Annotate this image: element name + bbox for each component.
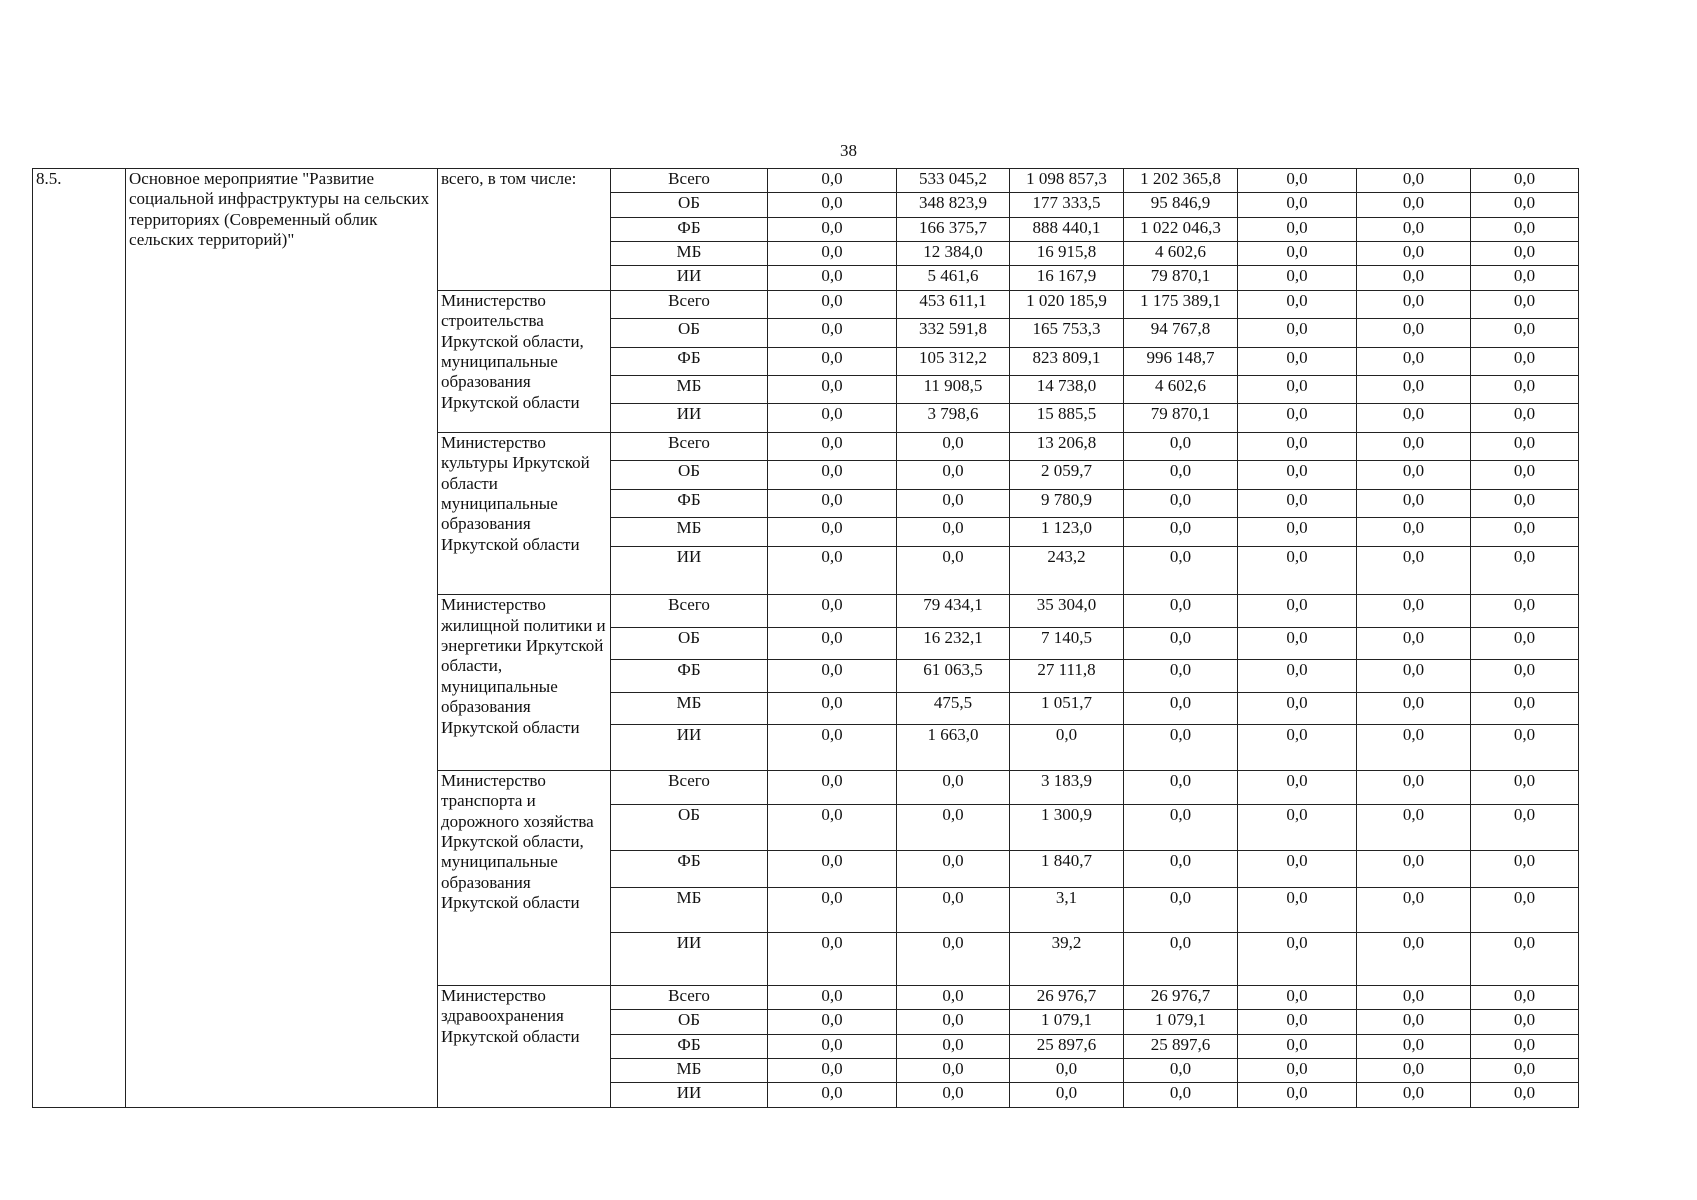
- value-cell: 0,0: [1124, 489, 1238, 517]
- value-cell: 0,0: [1357, 1083, 1471, 1108]
- budget-table: [32, 168, 1579, 1108]
- value-cell: 0,0: [1471, 169, 1579, 193]
- value-cell: 0,0: [768, 1059, 897, 1083]
- value-cell: 0,0: [1238, 546, 1357, 595]
- value-cell: 0,0: [1238, 266, 1357, 290]
- value-cell: 79 870,1: [1124, 266, 1238, 290]
- value-cell: 0,0: [1357, 627, 1471, 659]
- value-cell: 0,0: [897, 933, 1010, 986]
- value-cell: 0,0: [1471, 595, 1579, 627]
- funding-source-cell: ФБ: [611, 660, 768, 692]
- value-cell: 0,0: [1357, 461, 1471, 489]
- value-cell: 0,0: [768, 851, 897, 888]
- value-cell: 95 846,9: [1124, 193, 1238, 217]
- value-cell: 0,0: [1238, 1059, 1357, 1083]
- value-cell: 0,0: [1471, 986, 1579, 1010]
- table-row: [33, 169, 1579, 193]
- value-cell: 0,0: [1357, 376, 1471, 404]
- value-cell: 0,0: [1124, 1083, 1238, 1108]
- value-cell: 0,0: [1357, 242, 1471, 266]
- page-number: 38: [840, 141, 857, 160]
- value-cell: 105 312,2: [897, 347, 1010, 375]
- value-cell: 0,0: [1238, 518, 1357, 546]
- value-cell: 0,0: [768, 347, 897, 375]
- value-cell: 7 140,5: [1010, 627, 1124, 659]
- value-cell: 0,0: [1471, 887, 1579, 933]
- value-cell: 0,0: [768, 432, 897, 460]
- funding-source-cell: ИИ: [611, 266, 768, 290]
- executor-cell: всего, в том числе:: [438, 169, 611, 291]
- value-cell: 0,0: [1238, 376, 1357, 404]
- value-cell: 0,0: [768, 770, 897, 805]
- value-cell: 1 022 046,3: [1124, 217, 1238, 241]
- value-cell: 0,0: [768, 169, 897, 193]
- value-cell: 25 897,6: [1010, 1034, 1124, 1058]
- funding-source-cell: ОБ: [611, 1010, 768, 1034]
- executor-cell: Министерство культуры Иркутской области муниципальные образования Иркутской области: [438, 432, 611, 594]
- value-cell: 0,0: [1471, 805, 1579, 851]
- value-cell: 0,0: [1124, 933, 1238, 986]
- value-cell: 0,0: [1238, 627, 1357, 659]
- value-cell: 16 232,1: [897, 627, 1010, 659]
- funding-source-cell: Всего: [611, 986, 768, 1010]
- value-cell: 348 823,9: [897, 193, 1010, 217]
- value-cell: 0,0: [897, 1059, 1010, 1083]
- value-cell: 0,0: [1471, 376, 1579, 404]
- value-cell: 3 798,6: [897, 404, 1010, 432]
- value-cell: 0,0: [1471, 770, 1579, 805]
- value-cell: 0,0: [1471, 217, 1579, 241]
- value-cell: 0,0: [1357, 489, 1471, 517]
- value-cell: 0,0: [1471, 660, 1579, 692]
- funding-source-cell: ОБ: [611, 461, 768, 489]
- value-cell: 0,0: [897, 1083, 1010, 1108]
- value-cell: 4 602,6: [1124, 376, 1238, 404]
- value-cell: 0,0: [768, 217, 897, 241]
- value-cell: 0,0: [1471, 933, 1579, 986]
- value-cell: 0,0: [1357, 432, 1471, 460]
- value-cell: 0,0: [897, 851, 1010, 888]
- funding-source-cell: Всего: [611, 770, 768, 805]
- value-cell: 0,0: [1357, 770, 1471, 805]
- funding-source-cell: ФБ: [611, 217, 768, 241]
- value-cell: 0,0: [1471, 1034, 1579, 1058]
- value-cell: 0,0: [768, 518, 897, 546]
- value-cell: 9 780,9: [1010, 489, 1124, 517]
- value-cell: 0,0: [768, 546, 897, 595]
- value-cell: 0,0: [1357, 660, 1471, 692]
- value-cell: 0,0: [1238, 242, 1357, 266]
- value-cell: 0,0: [768, 692, 897, 724]
- value-cell: 1 051,7: [1010, 692, 1124, 724]
- funding-source-cell: ФБ: [611, 489, 768, 517]
- value-cell: 0,0: [1124, 692, 1238, 724]
- value-cell: 166 375,7: [897, 217, 1010, 241]
- table-body: [33, 169, 1579, 1108]
- value-cell: 0,0: [1357, 347, 1471, 375]
- value-cell: 1 202 365,8: [1124, 169, 1238, 193]
- value-cell: 0,0: [1471, 1083, 1579, 1108]
- row-code: 8.5.: [33, 169, 126, 1108]
- value-cell: 14 738,0: [1010, 376, 1124, 404]
- value-cell: 165 753,3: [1010, 319, 1124, 347]
- value-cell: 0,0: [1471, 347, 1579, 375]
- value-cell: 25 897,6: [1124, 1034, 1238, 1058]
- value-cell: 0,0: [768, 319, 897, 347]
- funding-source-cell: МБ: [611, 518, 768, 546]
- funding-source-cell: ФБ: [611, 851, 768, 888]
- value-cell: 79 870,1: [1124, 404, 1238, 432]
- value-cell: 0,0: [768, 627, 897, 659]
- funding-source-cell: ИИ: [611, 546, 768, 595]
- value-cell: 0,0: [1238, 986, 1357, 1010]
- value-cell: 0,0: [1357, 290, 1471, 318]
- funding-source-cell: МБ: [611, 887, 768, 933]
- value-cell: 0,0: [1238, 1034, 1357, 1058]
- value-cell: 0,0: [1357, 805, 1471, 851]
- value-cell: 0,0: [897, 986, 1010, 1010]
- value-cell: 0,0: [1124, 518, 1238, 546]
- value-cell: 0,0: [1238, 347, 1357, 375]
- value-cell: 0,0: [1124, 805, 1238, 851]
- value-cell: 0,0: [1357, 1034, 1471, 1058]
- value-cell: 0,0: [1357, 986, 1471, 1010]
- funding-source-cell: ФБ: [611, 1034, 768, 1058]
- value-cell: 0,0: [1124, 546, 1238, 595]
- value-cell: 11 908,5: [897, 376, 1010, 404]
- value-cell: 0,0: [1238, 770, 1357, 805]
- value-cell: 0,0: [768, 290, 897, 318]
- value-cell: 0,0: [1357, 933, 1471, 986]
- value-cell: 0,0: [1471, 489, 1579, 517]
- value-cell: 0,0: [1124, 461, 1238, 489]
- value-cell: 996 148,7: [1124, 347, 1238, 375]
- value-cell: 0,0: [897, 518, 1010, 546]
- value-cell: 0,0: [1357, 404, 1471, 432]
- value-cell: 61 063,5: [897, 660, 1010, 692]
- funding-source-cell: Всего: [611, 595, 768, 627]
- value-cell: 0,0: [1124, 432, 1238, 460]
- funding-source-cell: ИИ: [611, 404, 768, 432]
- value-cell: 0,0: [1471, 725, 1579, 771]
- value-cell: 0,0: [897, 805, 1010, 851]
- value-cell: 0,0: [768, 725, 897, 771]
- value-cell: 0,0: [1238, 933, 1357, 986]
- value-cell: 0,0: [1357, 546, 1471, 595]
- funding-source-cell: ОБ: [611, 319, 768, 347]
- value-cell: 0,0: [1357, 887, 1471, 933]
- value-cell: 0,0: [897, 546, 1010, 595]
- value-cell: 27 111,8: [1010, 660, 1124, 692]
- value-cell: 0,0: [768, 1010, 897, 1034]
- value-cell: 0,0: [1357, 1010, 1471, 1034]
- value-cell: 0,0: [1238, 1010, 1357, 1034]
- value-cell: 0,0: [768, 461, 897, 489]
- value-cell: 0,0: [897, 432, 1010, 460]
- value-cell: 0,0: [1238, 887, 1357, 933]
- executor-cell: Министерство строительства Иркутской области, муниципальные образования Иркутской области: [438, 290, 611, 432]
- value-cell: 0,0: [1238, 851, 1357, 888]
- value-cell: 0,0: [768, 266, 897, 290]
- value-cell: 0,0: [1471, 518, 1579, 546]
- value-cell: 0,0: [897, 489, 1010, 517]
- value-cell: 0,0: [1238, 217, 1357, 241]
- value-cell: 0,0: [1238, 692, 1357, 724]
- funding-source-cell: Всего: [611, 169, 768, 193]
- executor-cell: Министерство жилищной политики и энергетики Иркутской области, муниципальные образования Иркутской области: [438, 595, 611, 771]
- value-cell: 0,0: [768, 805, 897, 851]
- value-cell: 13 206,8: [1010, 432, 1124, 460]
- value-cell: 0,0: [1238, 660, 1357, 692]
- value-cell: 0,0: [768, 595, 897, 627]
- funding-source-cell: МБ: [611, 376, 768, 404]
- value-cell: 533 045,2: [897, 169, 1010, 193]
- value-cell: 0,0: [1010, 725, 1124, 771]
- value-cell: 0,0: [1471, 851, 1579, 888]
- value-cell: 0,0: [1471, 1059, 1579, 1083]
- value-cell: 243,2: [1010, 546, 1124, 595]
- value-cell: 5 461,6: [897, 266, 1010, 290]
- value-cell: 0,0: [768, 933, 897, 986]
- value-cell: 15 885,5: [1010, 404, 1124, 432]
- value-cell: 0,0: [768, 1083, 897, 1108]
- value-cell: 0,0: [768, 986, 897, 1010]
- funding-source-cell: ОБ: [611, 193, 768, 217]
- value-cell: 0,0: [897, 1010, 1010, 1034]
- executor-cell: Министерство транспорта и дорожного хозяйства Иркутской области, муниципальные образования Иркутской области: [438, 770, 611, 985]
- value-cell: 0,0: [1010, 1059, 1124, 1083]
- value-cell: 0,0: [1238, 290, 1357, 318]
- value-cell: 0,0: [1238, 319, 1357, 347]
- value-cell: 35 304,0: [1010, 595, 1124, 627]
- funding-source-cell: МБ: [611, 1059, 768, 1083]
- funding-source-cell: Всего: [611, 432, 768, 460]
- value-cell: 0,0: [1238, 193, 1357, 217]
- value-cell: 0,0: [1471, 692, 1579, 724]
- value-cell: 453 611,1: [897, 290, 1010, 318]
- value-cell: 0,0: [1238, 461, 1357, 489]
- value-cell: 1 840,7: [1010, 851, 1124, 888]
- value-cell: 0,0: [1238, 489, 1357, 517]
- funding-source-cell: ИИ: [611, 725, 768, 771]
- value-cell: 0,0: [1124, 851, 1238, 888]
- value-cell: 26 976,7: [1124, 986, 1238, 1010]
- value-cell: 1 663,0: [897, 725, 1010, 771]
- value-cell: 0,0: [897, 770, 1010, 805]
- value-cell: 0,0: [1124, 770, 1238, 805]
- funding-source-cell: МБ: [611, 242, 768, 266]
- value-cell: 16 915,8: [1010, 242, 1124, 266]
- value-cell: 0,0: [1357, 319, 1471, 347]
- value-cell: 0,0: [768, 404, 897, 432]
- value-cell: 0,0: [1471, 461, 1579, 489]
- value-cell: 823 809,1: [1010, 347, 1124, 375]
- value-cell: 0,0: [1357, 851, 1471, 888]
- funding-source-cell: ФБ: [611, 347, 768, 375]
- value-cell: 0,0: [1238, 595, 1357, 627]
- funding-source-cell: ИИ: [611, 1083, 768, 1108]
- funding-source-cell: ОБ: [611, 627, 768, 659]
- value-cell: 0,0: [1471, 404, 1579, 432]
- value-cell: 1 098 857,3: [1010, 169, 1124, 193]
- value-cell: 1 175 389,1: [1124, 290, 1238, 318]
- funding-source-cell: Всего: [611, 290, 768, 318]
- value-cell: 3 183,9: [1010, 770, 1124, 805]
- value-cell: 0,0: [1238, 805, 1357, 851]
- value-cell: 0,0: [1357, 169, 1471, 193]
- value-cell: 0,0: [1471, 627, 1579, 659]
- funding-source-cell: МБ: [611, 692, 768, 724]
- value-cell: 0,0: [1124, 627, 1238, 659]
- value-cell: 0,0: [768, 242, 897, 266]
- value-cell: 332 591,8: [897, 319, 1010, 347]
- value-cell: 0,0: [1471, 266, 1579, 290]
- value-cell: 0,0: [1471, 432, 1579, 460]
- value-cell: 0,0: [768, 660, 897, 692]
- value-cell: 4 602,6: [1124, 242, 1238, 266]
- value-cell: 16 167,9: [1010, 266, 1124, 290]
- value-cell: 2 059,7: [1010, 461, 1124, 489]
- value-cell: 0,0: [1471, 1010, 1579, 1034]
- value-cell: 0,0: [1357, 266, 1471, 290]
- value-cell: 0,0: [1357, 1059, 1471, 1083]
- value-cell: 0,0: [1471, 242, 1579, 266]
- event-title: Основное мероприятие "Развитие социальной инфраструктуры на сельских территориях (Современный облик сельских территорий)": [126, 169, 438, 1108]
- value-cell: 0,0: [1357, 193, 1471, 217]
- value-cell: 0,0: [1010, 1083, 1124, 1108]
- value-cell: 0,0: [1357, 595, 1471, 627]
- value-cell: 0,0: [1124, 725, 1238, 771]
- value-cell: 0,0: [768, 1034, 897, 1058]
- funding-source-cell: ИИ: [611, 933, 768, 986]
- value-cell: 79 434,1: [897, 595, 1010, 627]
- value-cell: 0,0: [1238, 169, 1357, 193]
- value-cell: 177 333,5: [1010, 193, 1124, 217]
- value-cell: 39,2: [1010, 933, 1124, 986]
- value-cell: 0,0: [1471, 546, 1579, 595]
- value-cell: 0,0: [768, 193, 897, 217]
- executor-cell: Министерство здравоохранения Иркутской области: [438, 986, 611, 1108]
- value-cell: 0,0: [1357, 692, 1471, 724]
- value-cell: 0,0: [1357, 725, 1471, 771]
- value-cell: 0,0: [1238, 404, 1357, 432]
- value-cell: 0,0: [768, 489, 897, 517]
- value-cell: 1 123,0: [1010, 518, 1124, 546]
- value-cell: 3,1: [1010, 887, 1124, 933]
- value-cell: 0,0: [1238, 432, 1357, 460]
- value-cell: 0,0: [897, 461, 1010, 489]
- value-cell: 0,0: [1357, 217, 1471, 241]
- value-cell: 1 079,1: [1010, 1010, 1124, 1034]
- value-cell: 0,0: [1124, 1059, 1238, 1083]
- value-cell: 1 079,1: [1124, 1010, 1238, 1034]
- value-cell: 26 976,7: [1010, 986, 1124, 1010]
- value-cell: 12 384,0: [897, 242, 1010, 266]
- value-cell: 0,0: [768, 376, 897, 404]
- value-cell: 0,0: [1471, 319, 1579, 347]
- value-cell: 0,0: [1238, 725, 1357, 771]
- value-cell: 1 300,9: [1010, 805, 1124, 851]
- value-cell: 94 767,8: [1124, 319, 1238, 347]
- funding-source-cell: ОБ: [611, 805, 768, 851]
- value-cell: 1 020 185,9: [1010, 290, 1124, 318]
- value-cell: 0,0: [897, 887, 1010, 933]
- value-cell: 0,0: [1124, 595, 1238, 627]
- value-cell: 0,0: [897, 1034, 1010, 1058]
- value-cell: 888 440,1: [1010, 217, 1124, 241]
- value-cell: 0,0: [1124, 887, 1238, 933]
- value-cell: 0,0: [768, 887, 897, 933]
- value-cell: 0,0: [1124, 660, 1238, 692]
- value-cell: 0,0: [1471, 290, 1579, 318]
- value-cell: 475,5: [897, 692, 1010, 724]
- value-cell: 0,0: [1238, 1083, 1357, 1108]
- value-cell: 0,0: [1471, 193, 1579, 217]
- value-cell: 0,0: [1357, 518, 1471, 546]
